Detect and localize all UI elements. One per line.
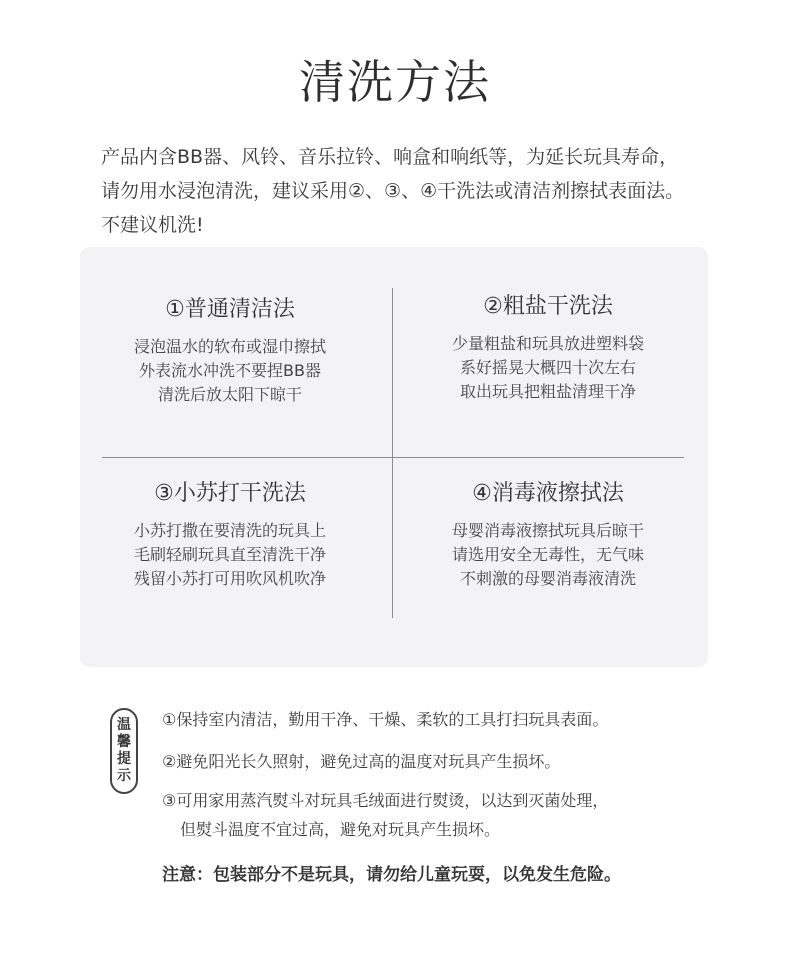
method-line: 母婴消毒液擦拭玩具后晾干 [451,521,644,540]
tip-item: ①保持室内清洁，勤用干净、干燥、柔软的工具打扫玩具表面。 [162,710,609,729]
method-heading: ③小苏打干洗法 [154,481,306,506]
intro-line: 请勿用水浸泡清洗，建议采用②、③、④干洗法或清洁剂擦拭表面法。 [101,180,685,202]
intro-text [101,140,781,242]
method-heading: ①普通清洁法 [165,297,295,322]
method-card-disinfectant [398,479,698,591]
method-line: 少量粗盐和玩具放进塑料袋 [451,334,644,353]
method-line: 不刺激的母婴消毒液清洗 [459,569,636,588]
method-card-baking-soda [80,479,380,591]
method-line: 残留小苏打可用吹风机吹净 [133,569,326,588]
method-line: 毛刷轻刷玩具直至清洗干净 [133,545,326,564]
methods-panel [80,247,708,667]
safety-notice: 注意：包装部分不是玩具，请勿给儿童玩耍，以免发生危险。 [162,865,621,885]
intro-line: 不建议机洗! [101,214,204,236]
tip-item: ②避免阳光长久照射，避免过高的温度对玩具产生损坏。 [162,752,561,771]
method-line: 取出玩具把粗盐清理干净 [459,382,636,401]
tips-badge [110,708,138,794]
tip-item: ③可用家用蒸汽熨斗对玩具毛绒面进行熨烫，以达到灭菌处理， [162,791,609,810]
method-card-normal-clean [80,295,380,407]
method-heading: ④消毒液擦拭法 [472,481,624,506]
intro-line: 产品内含BB器、风铃、音乐拉铃、响盒和响纸等，为延长玩具寿命， [101,146,679,168]
method-line: 请选用安全无毒性，无气味 [451,545,644,564]
method-heading: ②粗盐干洗法 [483,294,613,319]
horizontal-divider [102,457,684,458]
method-line: 系好摇晃大概四十次左右 [459,358,636,377]
tips-badge-char: 温 [117,717,131,733]
tips-badge-char: 示 [117,768,131,784]
vertical-divider [392,288,393,618]
method-card-salt-dry-clean [398,292,698,404]
tip-item-continued: 但熨斗温度不宜过高，避免对玩具产生损坏。 [180,820,501,839]
method-line: 外表流水冲洗不要捏BB器 [139,361,321,380]
tips-badge-char: 馨 [117,734,131,750]
page-title: 清洗方法 [299,55,491,109]
tips-badge-char: 提 [117,751,131,767]
method-line: 小苏打撒在要清洗的玩具上 [133,521,326,540]
method-line: 清洗后放太阳下晾干 [157,385,302,404]
method-line: 浸泡温水的软布或湿巾擦拭 [133,337,326,356]
